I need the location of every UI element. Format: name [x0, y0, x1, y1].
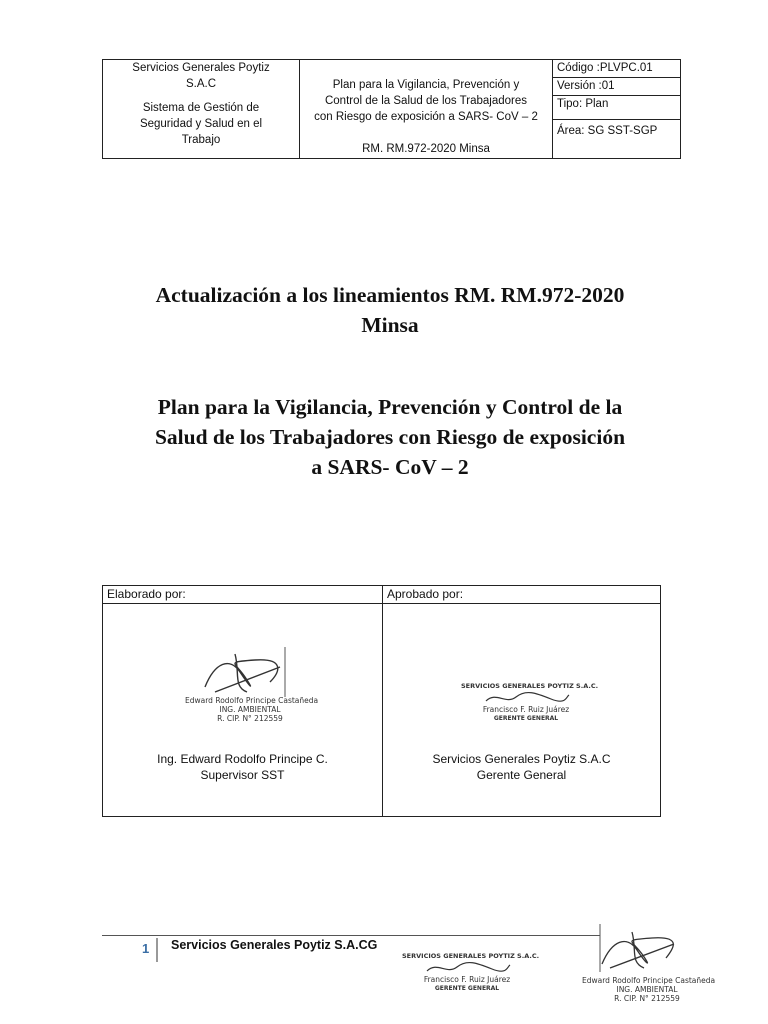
signature-scribble-icon	[185, 642, 305, 702]
manager-stamp	[461, 682, 599, 723]
footer-engineer-title: ING. AMBIENTAL	[616, 985, 678, 994]
approved-by-cell	[383, 604, 661, 817]
footer-company-stamp: SERVICIOS GENERALES POYTIZ S.A.C.	[402, 952, 540, 960]
prepared-by-label: Elaborado por:	[103, 586, 383, 604]
footer-company: Servicios Generales Poytiz S.A.CG	[171, 938, 378, 952]
document-version: Versión :01	[553, 78, 680, 96]
system-name-line3: Trabajo	[181, 134, 221, 146]
approval-table	[102, 585, 661, 817]
footer-engineer-stamp	[582, 976, 716, 1003]
preparer-role: Supervisor SST	[200, 768, 285, 782]
update-title	[90, 280, 690, 340]
approver-name: Servicios Generales Poytiz S.A.C	[432, 752, 611, 766]
header-meta-cell	[553, 60, 681, 159]
approver-role: Gerente General	[476, 768, 567, 782]
company-name-line2: S.A.C	[185, 78, 217, 90]
footer-manager-title: GERENTE GENERAL	[434, 985, 500, 992]
header-company-cell	[103, 60, 300, 159]
footer-manager-signature-icon	[422, 961, 512, 975]
engineer-signature	[185, 642, 305, 702]
footer-manager-name: Francisco F. Ruiz Juárez	[423, 975, 511, 984]
approved-by-label: Aprobado por:	[383, 586, 661, 604]
company-stamp-text: SERVICIOS GENERALES POYTIZ S.A.C.	[461, 682, 599, 690]
system-name-line1: Sistema de Gestión de	[142, 102, 260, 114]
header-plan-cell	[300, 60, 553, 159]
footer-signature-scribble-icon	[582, 922, 692, 974]
engineer-stamp	[185, 696, 319, 723]
plan-title-line2: Salud de los Trabajadores con Riesgo de exposición	[154, 425, 626, 449]
footer-engineer-signature	[582, 922, 692, 974]
manager-stamp-title: GERENTE GENERAL	[493, 715, 559, 722]
footer-engineer-name: Edward Rodolfo Principe Castañeda	[582, 976, 716, 985]
manager-stamp-name: Francisco F. Ruiz Juárez	[482, 705, 570, 714]
header-plan-line2: Control de la Salud de los Trabajadores	[324, 95, 527, 107]
manager-signature-icon	[481, 691, 571, 705]
header-plan-line1: Plan para la Vigilancia, Prevención y	[332, 79, 520, 91]
prepared-by-cell	[103, 604, 383, 817]
footer-rule	[102, 935, 600, 936]
company-name-line1: Servicios Generales Poytiz	[132, 62, 270, 74]
update-title-line1: Actualización a los lineamientos RM. RM.972-2020	[155, 283, 625, 307]
engineer-stamp-cip: R. CIP. N° 212559	[217, 714, 283, 723]
footer-divider	[156, 938, 158, 962]
system-name-line2: Seguridad y Salud en el	[139, 118, 263, 130]
page-number: 1	[142, 941, 150, 956]
header-plan-line3: con Riesgo de exposición a SARS- CoV – 2	[314, 111, 538, 123]
plan-title-line3: a SARS- CoV – 2	[311, 455, 469, 479]
update-title-line2: Minsa	[361, 313, 419, 337]
footer-engineer-cip: R. CIP. N° 212559	[614, 994, 680, 1003]
footer-manager-stamp	[402, 952, 540, 993]
header-reference: RM. RM.972-2020 Minsa	[362, 143, 490, 155]
document-type: Tipo: Plan	[553, 96, 680, 120]
document-header-table	[102, 59, 681, 159]
document-code: Código :PLVPC.01	[553, 60, 680, 78]
plan-title	[90, 392, 690, 482]
plan-title-line1: Plan para la Vigilancia, Prevención y Control de la	[157, 395, 623, 419]
engineer-stamp-name: Edward Rodolfo Principe Castañeda	[185, 696, 319, 705]
engineer-stamp-title: ING. AMBIENTAL	[219, 705, 281, 714]
document-area: Área: SG SST-SGP	[557, 125, 658, 137]
preparer-name: Ing. Edward Rodolfo Principe C.	[157, 752, 328, 766]
